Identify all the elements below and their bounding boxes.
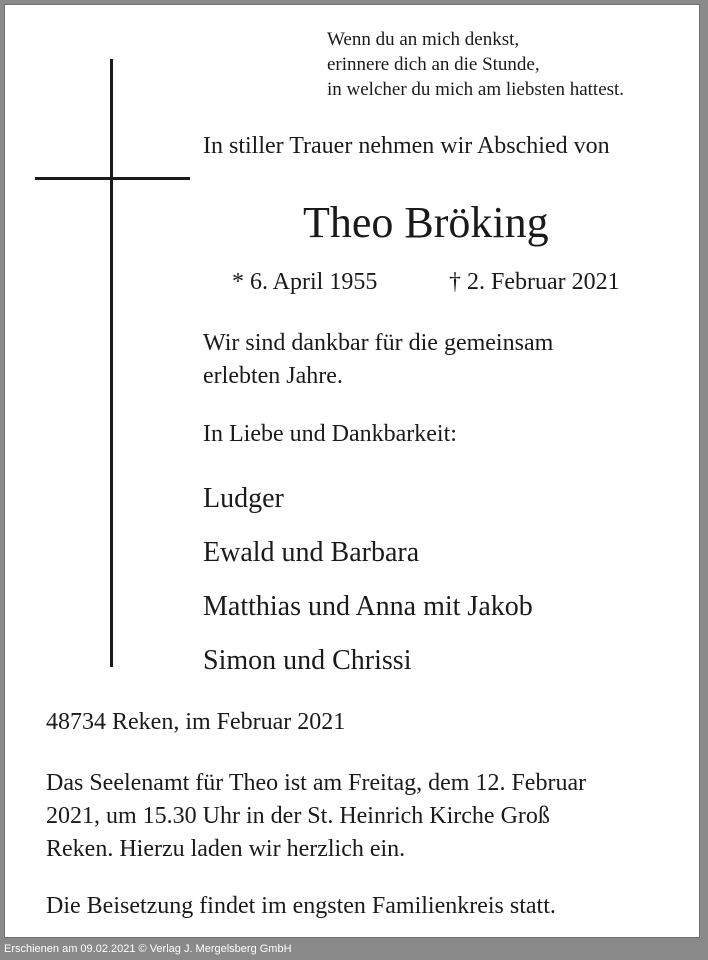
thanks-text	[203, 327, 553, 393]
mass-line: Das Seelenamt für Theo ist am Freitag, dem 12. Februar	[46, 770, 587, 796]
death-date: † 2. Februar 2021	[449, 269, 620, 295]
thanks-line: erlebten Jahre.	[203, 363, 343, 389]
intro-text: In stiller Trauer nehmen wir Abschied von	[203, 133, 610, 159]
family-member: Matthias und Anna mit Jakob	[203, 591, 533, 622]
cross-icon-vertical-bar	[110, 59, 113, 667]
birth-date: * 6. April 1955	[232, 269, 378, 295]
family-member: Simon und Chrissi	[203, 645, 412, 676]
family-member: Ludger	[203, 483, 284, 514]
deceased-name: Theo Bröking	[303, 198, 549, 247]
mass-line: 2021, um 15.30 Uhr in der St. Heinrich Kirche Groß	[46, 803, 550, 829]
memorial-poem	[327, 27, 624, 102]
mass-announcement	[46, 767, 586, 866]
poem-line: erinnere dich an die Stunde,	[327, 54, 540, 75]
mass-line: Reken. Hierzu laden wir herzlich ein.	[46, 836, 406, 862]
obituary-notice	[4, 4, 700, 938]
burial-note: Die Beisetzung findet im engsten Familienkreis statt.	[46, 893, 556, 919]
poem-line: in welcher du mich am liebsten hattest.	[327, 79, 625, 100]
love-text: In Liebe und Dankbarkeit:	[203, 421, 457, 447]
cross-icon-horizontal-bar	[35, 177, 190, 180]
thanks-line: Wir sind dankbar für die gemeinsam	[203, 330, 554, 356]
place-date: 48734 Reken, im Februar 2021	[46, 709, 346, 735]
publication-footer: Erschienen am 09.02.2021 © Verlag J. Mergelsberg GmbH	[4, 943, 292, 955]
family-member: Ewald und Barbara	[203, 537, 420, 568]
poem-line: Wenn du an mich denkst,	[327, 29, 520, 50]
